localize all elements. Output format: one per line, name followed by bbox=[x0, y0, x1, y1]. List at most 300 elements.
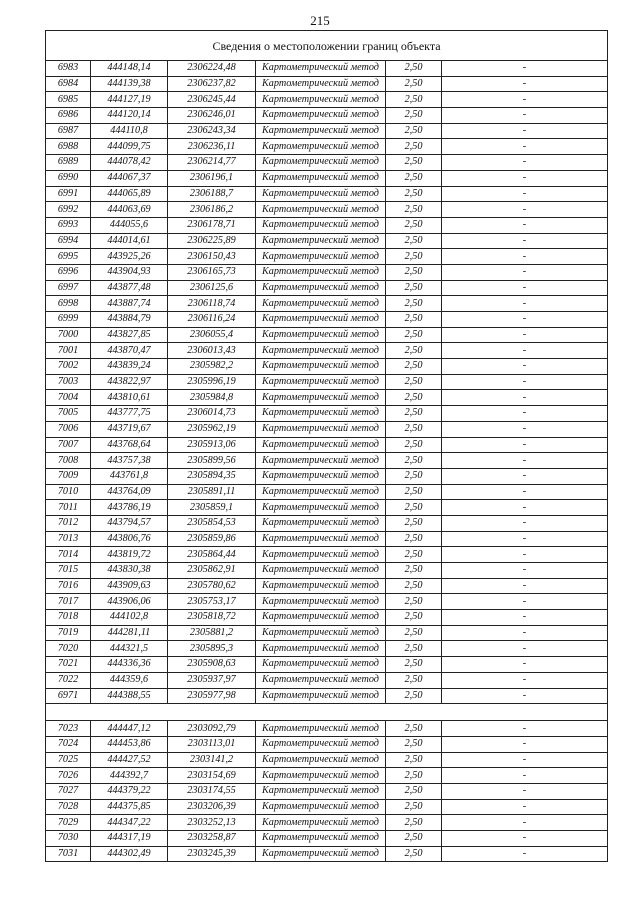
method-cell: Картометрический метод bbox=[256, 217, 386, 233]
precision-cell: 2,50 bbox=[386, 202, 442, 218]
table-row bbox=[46, 202, 608, 218]
x-coordinate-cell: 444014,61 bbox=[91, 233, 168, 249]
point-number-cell: 7020 bbox=[46, 641, 91, 657]
point-number-cell: 6987 bbox=[46, 123, 91, 139]
point-number-cell: 7006 bbox=[46, 421, 91, 437]
point-number-cell: 6986 bbox=[46, 108, 91, 124]
note-cell: - bbox=[442, 831, 608, 847]
precision-cell: 2,50 bbox=[386, 752, 442, 768]
y-coordinate-cell: 2303258,87 bbox=[168, 831, 256, 847]
method-cell: Картометрический метод bbox=[256, 736, 386, 752]
precision-cell: 2,50 bbox=[386, 846, 442, 862]
note-cell: - bbox=[442, 406, 608, 422]
y-coordinate-cell: 2306243,34 bbox=[168, 123, 256, 139]
method-cell: Картометрический метод bbox=[256, 515, 386, 531]
precision-cell: 2,50 bbox=[386, 327, 442, 343]
method-cell: Картометрический метод bbox=[256, 202, 386, 218]
method-cell: Картометрический метод bbox=[256, 688, 386, 704]
point-number-cell: 6989 bbox=[46, 155, 91, 171]
method-cell: Картометрический метод bbox=[256, 468, 386, 484]
precision-cell: 2,50 bbox=[386, 186, 442, 202]
precision-cell: 2,50 bbox=[386, 531, 442, 547]
x-coordinate-cell: 444375,85 bbox=[91, 799, 168, 815]
point-number-cell: 6993 bbox=[46, 217, 91, 233]
point-number-cell: 6995 bbox=[46, 249, 91, 265]
point-number-cell: 7000 bbox=[46, 327, 91, 343]
note-cell: - bbox=[442, 752, 608, 768]
method-cell: Картометрический метод bbox=[256, 547, 386, 563]
y-coordinate-cell: 2305982,2 bbox=[168, 359, 256, 375]
precision-cell: 2,50 bbox=[386, 815, 442, 831]
method-cell: Картометрический метод bbox=[256, 249, 386, 265]
precision-cell: 2,50 bbox=[386, 359, 442, 375]
table-row bbox=[46, 610, 608, 626]
table-row bbox=[46, 249, 608, 265]
y-coordinate-cell: 2303092,79 bbox=[168, 721, 256, 737]
x-coordinate-cell: 443925,26 bbox=[91, 249, 168, 265]
precision-cell: 2,50 bbox=[386, 249, 442, 265]
table-row bbox=[46, 563, 608, 579]
table-row bbox=[46, 61, 608, 77]
point-number-cell: 7031 bbox=[46, 846, 91, 862]
point-number-cell: 6984 bbox=[46, 76, 91, 92]
method-cell: Картометрический метод bbox=[256, 155, 386, 171]
method-cell: Картометрический метод bbox=[256, 186, 386, 202]
precision-cell: 2,50 bbox=[386, 721, 442, 737]
method-cell: Картометрический метод bbox=[256, 359, 386, 375]
x-coordinate-cell: 444427,52 bbox=[91, 752, 168, 768]
point-number-cell: 7028 bbox=[46, 799, 91, 815]
separator-cell bbox=[46, 704, 608, 721]
table-row bbox=[46, 406, 608, 422]
point-number-cell: 7021 bbox=[46, 657, 91, 673]
table-row bbox=[46, 641, 608, 657]
point-number-cell: 7009 bbox=[46, 468, 91, 484]
point-number-cell: 7007 bbox=[46, 437, 91, 453]
x-coordinate-cell: 443764,09 bbox=[91, 484, 168, 500]
precision-cell: 2,50 bbox=[386, 547, 442, 563]
note-cell: - bbox=[442, 296, 608, 312]
y-coordinate-cell: 2305854,53 bbox=[168, 515, 256, 531]
note-cell: - bbox=[442, 312, 608, 328]
table-row bbox=[46, 815, 608, 831]
table-row bbox=[46, 484, 608, 500]
x-coordinate-cell: 443777,75 bbox=[91, 406, 168, 422]
note-cell: - bbox=[442, 515, 608, 531]
precision-cell: 2,50 bbox=[386, 688, 442, 704]
x-coordinate-cell: 444317,19 bbox=[91, 831, 168, 847]
table-row bbox=[46, 123, 608, 139]
point-number-cell: 6983 bbox=[46, 61, 91, 77]
table-row bbox=[46, 359, 608, 375]
x-coordinate-cell: 443830,38 bbox=[91, 563, 168, 579]
precision-cell: 2,50 bbox=[386, 768, 442, 784]
y-coordinate-cell: 2303252,13 bbox=[168, 815, 256, 831]
note-cell: - bbox=[442, 578, 608, 594]
point-number-cell: 7018 bbox=[46, 610, 91, 626]
x-coordinate-cell: 444055,6 bbox=[91, 217, 168, 233]
y-coordinate-cell: 2306246,01 bbox=[168, 108, 256, 124]
y-coordinate-cell: 2305899,56 bbox=[168, 453, 256, 469]
method-cell: Картометрический метод bbox=[256, 421, 386, 437]
precision-cell: 2,50 bbox=[386, 625, 442, 641]
table-row bbox=[46, 721, 608, 737]
method-cell: Картометрический метод bbox=[256, 312, 386, 328]
method-cell: Картометрический метод bbox=[256, 296, 386, 312]
note-cell: - bbox=[442, 500, 608, 516]
note-cell: - bbox=[442, 799, 608, 815]
x-coordinate-cell: 444392,7 bbox=[91, 768, 168, 784]
precision-cell: 2,50 bbox=[386, 406, 442, 422]
note-cell: - bbox=[442, 374, 608, 390]
precision-cell: 2,50 bbox=[386, 108, 442, 124]
point-number-cell: 6990 bbox=[46, 170, 91, 186]
y-coordinate-cell: 2305913,06 bbox=[168, 437, 256, 453]
precision-cell: 2,50 bbox=[386, 92, 442, 108]
method-cell: Картометрический метод bbox=[256, 343, 386, 359]
x-coordinate-cell: 443768,64 bbox=[91, 437, 168, 453]
precision-cell: 2,50 bbox=[386, 233, 442, 249]
note-cell: - bbox=[442, 155, 608, 171]
table-row bbox=[46, 92, 608, 108]
point-number-cell: 7012 bbox=[46, 515, 91, 531]
y-coordinate-cell: 2306225,89 bbox=[168, 233, 256, 249]
x-coordinate-cell: 443839,24 bbox=[91, 359, 168, 375]
precision-cell: 2,50 bbox=[386, 831, 442, 847]
x-coordinate-cell: 443822,97 bbox=[91, 374, 168, 390]
table-row bbox=[46, 531, 608, 547]
note-cell: - bbox=[442, 736, 608, 752]
point-number-cell: 6994 bbox=[46, 233, 91, 249]
precision-cell: 2,50 bbox=[386, 657, 442, 673]
x-coordinate-cell: 443870,47 bbox=[91, 343, 168, 359]
point-number-cell: 7011 bbox=[46, 500, 91, 516]
x-coordinate-cell: 443819,72 bbox=[91, 547, 168, 563]
point-number-cell: 7024 bbox=[46, 736, 91, 752]
note-cell: - bbox=[442, 453, 608, 469]
y-coordinate-cell: 2306013,43 bbox=[168, 343, 256, 359]
note-cell: - bbox=[442, 547, 608, 563]
x-coordinate-cell: 443887,74 bbox=[91, 296, 168, 312]
method-cell: Картометрический метод bbox=[256, 846, 386, 862]
precision-cell: 2,50 bbox=[386, 783, 442, 799]
table-row bbox=[46, 343, 608, 359]
y-coordinate-cell: 2305818,72 bbox=[168, 610, 256, 626]
point-number-cell: 7002 bbox=[46, 359, 91, 375]
x-coordinate-cell: 443884,79 bbox=[91, 312, 168, 328]
x-coordinate-cell: 444453,86 bbox=[91, 736, 168, 752]
note-cell: - bbox=[442, 280, 608, 296]
table-row bbox=[46, 186, 608, 202]
y-coordinate-cell: 2303154,69 bbox=[168, 768, 256, 784]
section-separator-row bbox=[46, 704, 608, 721]
method-cell: Картометрический метод bbox=[256, 563, 386, 579]
method-cell: Картометрический метод bbox=[256, 500, 386, 516]
precision-cell: 2,50 bbox=[386, 61, 442, 77]
precision-cell: 2,50 bbox=[386, 374, 442, 390]
note-cell: - bbox=[442, 721, 608, 737]
method-cell: Картометрический метод bbox=[256, 170, 386, 186]
precision-cell: 2,50 bbox=[386, 139, 442, 155]
precision-cell: 2,50 bbox=[386, 343, 442, 359]
x-coordinate-cell: 444447,12 bbox=[91, 721, 168, 737]
table-row bbox=[46, 76, 608, 92]
x-coordinate-cell: 444321,5 bbox=[91, 641, 168, 657]
precision-cell: 2,50 bbox=[386, 155, 442, 171]
table-row bbox=[46, 799, 608, 815]
x-coordinate-cell: 443827,85 bbox=[91, 327, 168, 343]
note-cell: - bbox=[442, 641, 608, 657]
method-cell: Картометрический метод bbox=[256, 641, 386, 657]
note-cell: - bbox=[442, 249, 608, 265]
method-cell: Картометрический метод bbox=[256, 406, 386, 422]
y-coordinate-cell: 2306236,11 bbox=[168, 139, 256, 155]
precision-cell: 2,50 bbox=[386, 312, 442, 328]
method-cell: Картометрический метод bbox=[256, 76, 386, 92]
y-coordinate-cell: 2303245,39 bbox=[168, 846, 256, 862]
y-coordinate-cell: 2305881,2 bbox=[168, 625, 256, 641]
table-row bbox=[46, 783, 608, 799]
point-number-cell: 7022 bbox=[46, 672, 91, 688]
table-row bbox=[46, 296, 608, 312]
x-coordinate-cell: 444063,69 bbox=[91, 202, 168, 218]
point-number-cell: 7029 bbox=[46, 815, 91, 831]
table-row bbox=[46, 500, 608, 516]
note-cell: - bbox=[442, 657, 608, 673]
y-coordinate-cell: 2306165,73 bbox=[168, 264, 256, 280]
note-cell: - bbox=[442, 846, 608, 862]
x-coordinate-cell: 444120,14 bbox=[91, 108, 168, 124]
note-cell: - bbox=[442, 264, 608, 280]
note-cell: - bbox=[442, 108, 608, 124]
precision-cell: 2,50 bbox=[386, 468, 442, 484]
method-cell: Картометрический метод bbox=[256, 657, 386, 673]
note-cell: - bbox=[442, 468, 608, 484]
table-row bbox=[46, 437, 608, 453]
point-number-cell: 7019 bbox=[46, 625, 91, 641]
method-cell: Картометрический метод bbox=[256, 327, 386, 343]
method-cell: Картометрический метод bbox=[256, 531, 386, 547]
point-number-cell: 7013 bbox=[46, 531, 91, 547]
note-cell: - bbox=[442, 484, 608, 500]
y-coordinate-cell: 2303141,2 bbox=[168, 752, 256, 768]
method-cell: Картометрический метод bbox=[256, 264, 386, 280]
precision-cell: 2,50 bbox=[386, 170, 442, 186]
table-row bbox=[46, 578, 608, 594]
y-coordinate-cell: 2305984,8 bbox=[168, 390, 256, 406]
method-cell: Картометрический метод bbox=[256, 799, 386, 815]
point-number-cell: 6971 bbox=[46, 688, 91, 704]
precision-cell: 2,50 bbox=[386, 515, 442, 531]
y-coordinate-cell: 2305859,86 bbox=[168, 531, 256, 547]
note-cell: - bbox=[442, 594, 608, 610]
precision-cell: 2,50 bbox=[386, 280, 442, 296]
y-coordinate-cell: 2305908,63 bbox=[168, 657, 256, 673]
point-number-cell: 7015 bbox=[46, 563, 91, 579]
table-row bbox=[46, 657, 608, 673]
y-coordinate-cell: 2306150,43 bbox=[168, 249, 256, 265]
point-number-cell: 7017 bbox=[46, 594, 91, 610]
method-cell: Картометрический метод bbox=[256, 233, 386, 249]
y-coordinate-cell: 2305780,62 bbox=[168, 578, 256, 594]
point-number-cell: 7005 bbox=[46, 406, 91, 422]
note-cell: - bbox=[442, 563, 608, 579]
point-number-cell: 7008 bbox=[46, 453, 91, 469]
x-coordinate-cell: 443761,8 bbox=[91, 468, 168, 484]
method-cell: Картометрический метод bbox=[256, 578, 386, 594]
table-row bbox=[46, 280, 608, 296]
table-row bbox=[46, 594, 608, 610]
method-cell: Картометрический метод bbox=[256, 768, 386, 784]
x-coordinate-cell: 443877,48 bbox=[91, 280, 168, 296]
y-coordinate-cell: 2305977,98 bbox=[168, 688, 256, 704]
method-cell: Картометрический метод bbox=[256, 594, 386, 610]
table-row bbox=[46, 768, 608, 784]
note-cell: - bbox=[442, 783, 608, 799]
y-coordinate-cell: 2303174,55 bbox=[168, 783, 256, 799]
method-cell: Картометрический метод bbox=[256, 123, 386, 139]
table-header-row bbox=[46, 31, 608, 61]
note-cell: - bbox=[442, 186, 608, 202]
method-cell: Картометрический метод bbox=[256, 108, 386, 124]
y-coordinate-cell: 2305895,3 bbox=[168, 641, 256, 657]
method-cell: Картометрический метод bbox=[256, 625, 386, 641]
note-cell: - bbox=[442, 76, 608, 92]
y-coordinate-cell: 2305864,44 bbox=[168, 547, 256, 563]
point-number-cell: 7023 bbox=[46, 721, 91, 737]
page-number: 215 bbox=[310, 13, 330, 28]
note-cell: - bbox=[442, 437, 608, 453]
table-row bbox=[46, 468, 608, 484]
table-row bbox=[46, 327, 608, 343]
x-coordinate-cell: 444148,14 bbox=[91, 61, 168, 77]
x-coordinate-cell: 444078,42 bbox=[91, 155, 168, 171]
table-row bbox=[46, 139, 608, 155]
note-cell: - bbox=[442, 139, 608, 155]
method-cell: Картометрический метод bbox=[256, 437, 386, 453]
method-cell: Картометрический метод bbox=[256, 815, 386, 831]
y-coordinate-cell: 2306125,6 bbox=[168, 280, 256, 296]
x-coordinate-cell: 444110,8 bbox=[91, 123, 168, 139]
point-number-cell: 6999 bbox=[46, 312, 91, 328]
x-coordinate-cell: 443794,57 bbox=[91, 515, 168, 531]
note-cell: - bbox=[442, 531, 608, 547]
x-coordinate-cell: 444099,75 bbox=[91, 139, 168, 155]
point-number-cell: 6988 bbox=[46, 139, 91, 155]
x-coordinate-cell: 444067,37 bbox=[91, 170, 168, 186]
table-row bbox=[46, 672, 608, 688]
y-coordinate-cell: 2305996,19 bbox=[168, 374, 256, 390]
method-cell: Картометрический метод bbox=[256, 139, 386, 155]
x-coordinate-cell: 443904,93 bbox=[91, 264, 168, 280]
precision-cell: 2,50 bbox=[386, 264, 442, 280]
table-row bbox=[46, 421, 608, 437]
point-number-cell: 7027 bbox=[46, 783, 91, 799]
method-cell: Картометрический метод bbox=[256, 672, 386, 688]
table-row bbox=[46, 736, 608, 752]
x-coordinate-cell: 444302,49 bbox=[91, 846, 168, 862]
note-cell: - bbox=[442, 327, 608, 343]
x-coordinate-cell: 443806,76 bbox=[91, 531, 168, 547]
table-row bbox=[46, 312, 608, 328]
method-cell: Картометрический метод bbox=[256, 831, 386, 847]
precision-cell: 2,50 bbox=[386, 437, 442, 453]
point-number-cell: 7001 bbox=[46, 343, 91, 359]
note-cell: - bbox=[442, 768, 608, 784]
note-cell: - bbox=[442, 421, 608, 437]
point-number-cell: 6996 bbox=[46, 264, 91, 280]
method-cell: Картометрический метод bbox=[256, 721, 386, 737]
point-number-cell: 6992 bbox=[46, 202, 91, 218]
table-row bbox=[46, 170, 608, 186]
table-row bbox=[46, 547, 608, 563]
y-coordinate-cell: 2306214,77 bbox=[168, 155, 256, 171]
precision-cell: 2,50 bbox=[386, 484, 442, 500]
x-coordinate-cell: 443719,67 bbox=[91, 421, 168, 437]
y-coordinate-cell: 2306118,74 bbox=[168, 296, 256, 312]
point-number-cell: 7010 bbox=[46, 484, 91, 500]
y-coordinate-cell: 2305937,97 bbox=[168, 672, 256, 688]
point-number-cell: 7016 bbox=[46, 578, 91, 594]
precision-cell: 2,50 bbox=[386, 736, 442, 752]
x-coordinate-cell: 444102,8 bbox=[91, 610, 168, 626]
method-cell: Картометрический метод bbox=[256, 453, 386, 469]
precision-cell: 2,50 bbox=[386, 594, 442, 610]
x-coordinate-cell: 444359,6 bbox=[91, 672, 168, 688]
note-cell: - bbox=[442, 343, 608, 359]
x-coordinate-cell: 444379,22 bbox=[91, 783, 168, 799]
note-cell: - bbox=[442, 625, 608, 641]
note-cell: - bbox=[442, 233, 608, 249]
precision-cell: 2,50 bbox=[386, 76, 442, 92]
precision-cell: 2,50 bbox=[386, 610, 442, 626]
boundary-coordinates-table bbox=[45, 30, 608, 862]
note-cell: - bbox=[442, 217, 608, 233]
table-row bbox=[46, 233, 608, 249]
method-cell: Картометрический метод bbox=[256, 280, 386, 296]
x-coordinate-cell: 443810,61 bbox=[91, 390, 168, 406]
precision-cell: 2,50 bbox=[386, 500, 442, 516]
y-coordinate-cell: 2303113,01 bbox=[168, 736, 256, 752]
note-cell: - bbox=[442, 123, 608, 139]
point-number-cell: 7030 bbox=[46, 831, 91, 847]
note-cell: - bbox=[442, 610, 608, 626]
x-coordinate-cell: 443757,38 bbox=[91, 453, 168, 469]
x-coordinate-cell: 444281,11 bbox=[91, 625, 168, 641]
precision-cell: 2,50 bbox=[386, 453, 442, 469]
method-cell: Картометрический метод bbox=[256, 390, 386, 406]
point-number-cell: 7025 bbox=[46, 752, 91, 768]
note-cell: - bbox=[442, 61, 608, 77]
point-number-cell: 6991 bbox=[46, 186, 91, 202]
point-number-cell: 7004 bbox=[46, 390, 91, 406]
table-row bbox=[46, 108, 608, 124]
x-coordinate-cell: 444388,55 bbox=[91, 688, 168, 704]
table-row bbox=[46, 846, 608, 862]
y-coordinate-cell: 2306178,71 bbox=[168, 217, 256, 233]
precision-cell: 2,50 bbox=[386, 563, 442, 579]
note-cell: - bbox=[442, 688, 608, 704]
point-number-cell: 7003 bbox=[46, 374, 91, 390]
y-coordinate-cell: 2306237,82 bbox=[168, 76, 256, 92]
table-row bbox=[46, 831, 608, 847]
x-coordinate-cell: 444336,36 bbox=[91, 657, 168, 673]
point-number-cell: 6998 bbox=[46, 296, 91, 312]
y-coordinate-cell: 2305962,19 bbox=[168, 421, 256, 437]
method-cell: Картометрический метод bbox=[256, 752, 386, 768]
y-coordinate-cell: 2305891,11 bbox=[168, 484, 256, 500]
table-row bbox=[46, 625, 608, 641]
